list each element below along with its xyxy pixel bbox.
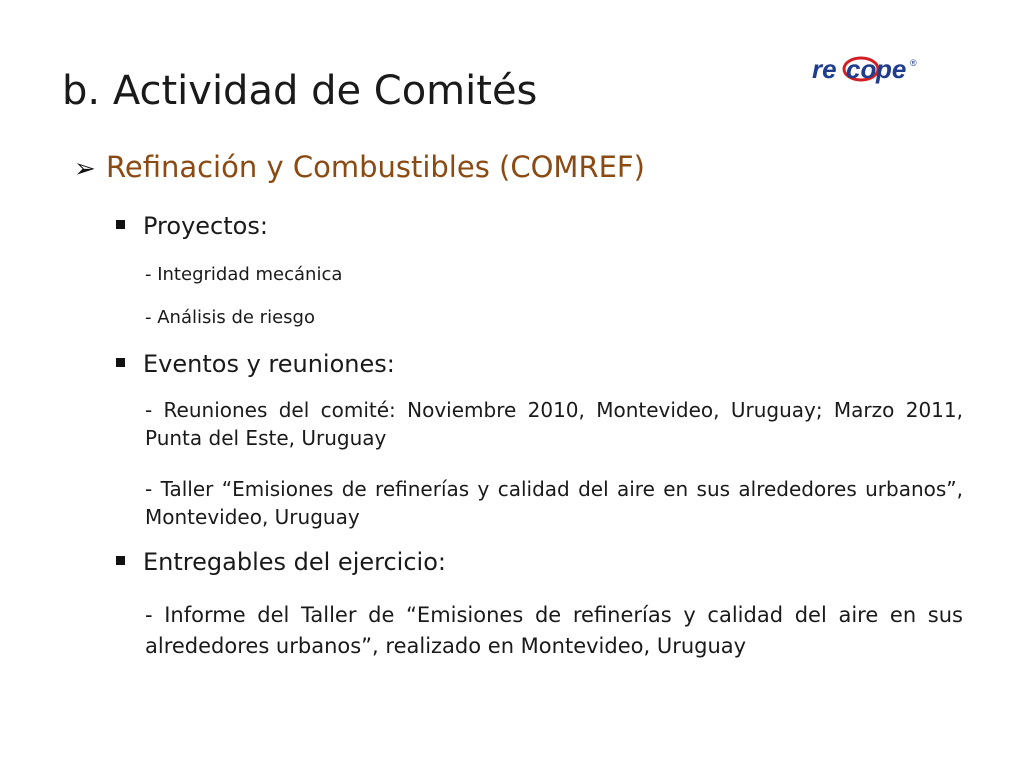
section-heading <box>74 150 645 184</box>
logo-text-mid: co <box>846 54 877 84</box>
proyectos-item-2: - Análisis de riesgo <box>145 307 315 328</box>
eventos-item-2: - Taller “Emisiones de refinerías y calidad del aire en sus alrededores urbanos”, Montevideo, Uruguay <box>145 477 963 529</box>
bullet-proyectos-label: Proyectos: <box>143 212 268 240</box>
bullet-eventos-label: Eventos y reuniones: <box>143 350 395 378</box>
bullet-entregables-label: Entregables del ejercicio: <box>143 548 446 576</box>
square-bullet-icon <box>116 220 125 229</box>
arrow-right-icon: ➢ <box>74 154 96 184</box>
logo-text-left: re <box>812 54 837 84</box>
eventos-item-1: - Reuniones del comité: Noviembre 2010, Montevideo, Uruguay; Marzo 2011, Punta del Este, Uruguay <box>145 398 963 450</box>
recope-logo-icon <box>810 52 930 86</box>
logo-registered-mark: ® <box>910 58 917 68</box>
entregables-item-1: - Informe del Taller de “Emisiones de refinerías y calidad del aire en sus alrededores urbanos”, realizado en Montevideo, Uruguay <box>145 603 963 658</box>
bullet-entregables <box>116 548 446 576</box>
logo-text-right: pe <box>876 54 907 84</box>
square-bullet-icon <box>116 358 125 367</box>
proyectos-item-1: - Integridad mecánica <box>145 264 343 285</box>
bullet-proyectos <box>116 212 268 240</box>
square-bullet-icon <box>116 556 125 565</box>
recope-logo <box>810 52 930 86</box>
slide-title: b. Actividad de Comités <box>62 68 538 114</box>
section-label: Refinación y Combustibles (COMREF) <box>106 150 645 184</box>
bullet-eventos <box>116 350 395 378</box>
